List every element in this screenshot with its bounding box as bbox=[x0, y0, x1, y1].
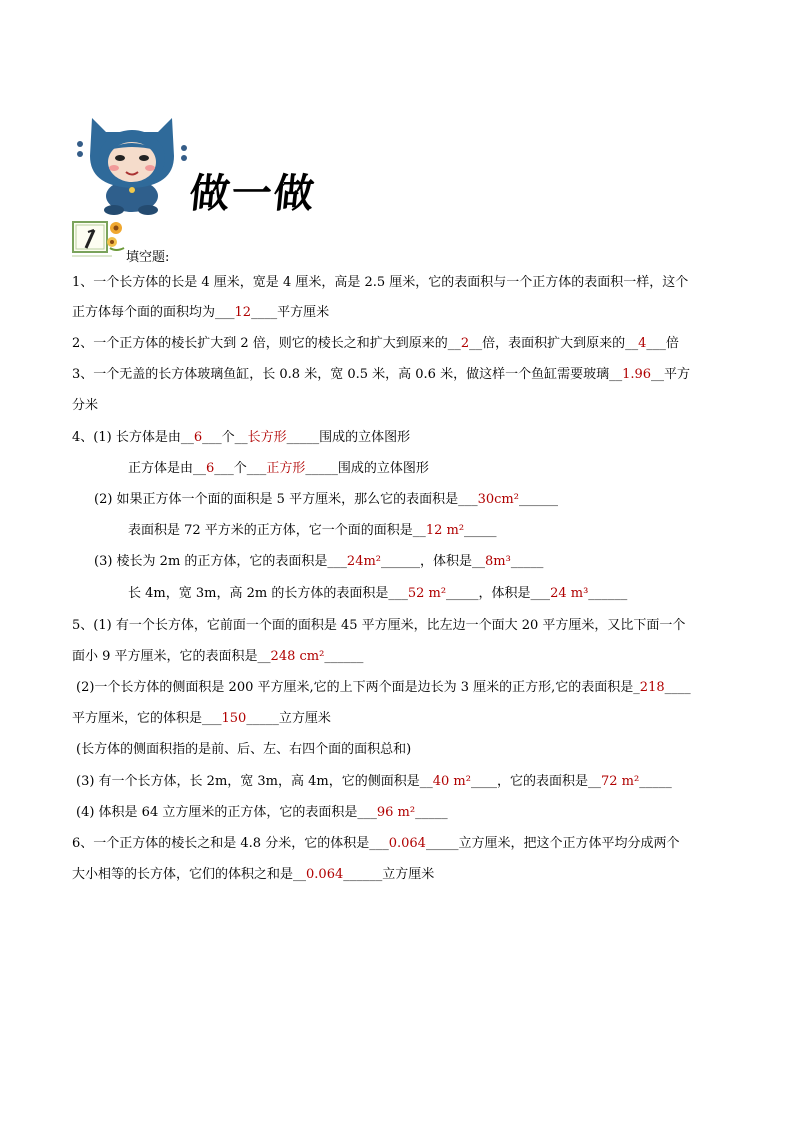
answer: 24 m³ bbox=[550, 586, 589, 601]
answer: 150 bbox=[221, 711, 247, 726]
question-4-2-line-2: 表面积是 72 平方米的正方体，它一个面的面积是__12 m²_____ bbox=[128, 523, 497, 538]
question-4-1-line-2: 正方体是由__6___个___正方形_____围成的立体图形 bbox=[128, 461, 429, 476]
answer: 24m² bbox=[346, 554, 382, 569]
question-1-line-1: 1、一个长方体的长是 4 厘米，宽是 4 厘米，高是 2.5 厘米，它的表面积与一个正方体的表面积一样，这个 bbox=[72, 275, 689, 290]
answer: 52 m² bbox=[407, 586, 447, 601]
answer: 0.064 bbox=[306, 867, 344, 882]
answer: 248 cm² bbox=[270, 649, 325, 664]
question-5-4-line: (4) 体积是 64 立方厘米的正方体，它的表面积是___96 m²_____ bbox=[76, 805, 448, 820]
answer: 1.96 bbox=[622, 367, 652, 382]
answer: 12 m² bbox=[425, 523, 465, 538]
answer: 8m³ bbox=[485, 554, 511, 569]
question-5-3-line: (3) 有一个长方体，长 2m，宽 3m，高 4m，它的侧面积是__40 m²____，它的表面积是__72 m²_____ bbox=[76, 774, 672, 789]
question-5-note: (长方体的侧面积指的是前、后、左、右四个面的面积总和) bbox=[76, 742, 412, 757]
answer: 40 m² bbox=[432, 774, 471, 789]
answer: 2 bbox=[460, 336, 470, 351]
question-5-1-line-1: 5、(1) 有一个长方体，它前面一个面的面积是 45 平方厘米，比左边一个面大 20 平方厘米，又比下面一个 bbox=[72, 618, 686, 633]
answer: 12 bbox=[234, 305, 252, 320]
question-1-line-2: 正方体每个面的面积均为___12____平方厘米 bbox=[72, 305, 330, 320]
answer: 30cm² bbox=[477, 492, 519, 507]
question-5-2-line-1: (2)一个长方体的侧面积是 200 平方厘米,它的上下两个面是边长为 3 厘米的正方形,它的表面积是_218____ bbox=[76, 680, 691, 695]
answer: 72 m² bbox=[600, 774, 640, 789]
question-3-line-1: 3、一个无盖的长方体玻璃鱼缸，长 0.8 米，宽 0.5 米，高 0.6 米，做这样一个鱼缸需要玻璃__1.96__平方 bbox=[72, 367, 691, 382]
question-4-3-line-1: (3) 棱长为 2m 的正方体，它的表面积是___24m²______，体积是__8m³_____ bbox=[94, 554, 544, 569]
section-label: 填空题: bbox=[126, 250, 170, 265]
question-4-2-line-1: (2) 如果正方体一个面的面积是 5 平方厘米，那么它的表面积是___30cm²______ bbox=[94, 492, 558, 507]
answer: 6 bbox=[193, 430, 203, 445]
section-one-badge-icon bbox=[72, 218, 126, 258]
cat-mascot-illustration bbox=[72, 98, 192, 216]
answer: 4 bbox=[638, 336, 647, 351]
question-6-line-2: 大小相等的长方体，它们的体积之和是__0.064______立方厘米 bbox=[72, 867, 435, 882]
answer: 6 bbox=[206, 461, 215, 476]
question-5-1-line-2: 面小 9 平方厘米，它的表面积是__248 cm²______ bbox=[72, 649, 364, 664]
question-4-1-line-1: 4、(1) 长方体是由__6___个__长方形_____围成的立体图形 bbox=[72, 430, 411, 445]
question-2-line: 2、一个正方体的棱长扩大到 2 倍，则它的棱长之和扩大到原来的__2__倍，表面积扩大到原来的__4___倍 bbox=[72, 336, 679, 351]
answer: 96 m² bbox=[376, 805, 416, 820]
answer: 正方形 bbox=[266, 461, 306, 476]
question-4-3-line-2: 长 4m，宽 3m，高 2m 的长方体的表面积是___52 m²_____，体积是___24 m³______ bbox=[128, 586, 628, 601]
answer: 218 bbox=[639, 680, 665, 695]
question-6-line-1: 6、一个正方体的棱长之和是 4.8 分米，它的体积是___0.064_____立方厘米，把这个正方体平均分成两个 bbox=[72, 836, 680, 851]
answer: 长方形 bbox=[247, 430, 287, 445]
page-heading: 做一做 bbox=[187, 171, 319, 217]
answer: 0.064 bbox=[388, 836, 426, 851]
question-5-2-line-2: 平方厘米，它的体积是___150_____立方厘米 bbox=[72, 711, 331, 726]
question-3-line-2: 分米 bbox=[72, 398, 99, 413]
